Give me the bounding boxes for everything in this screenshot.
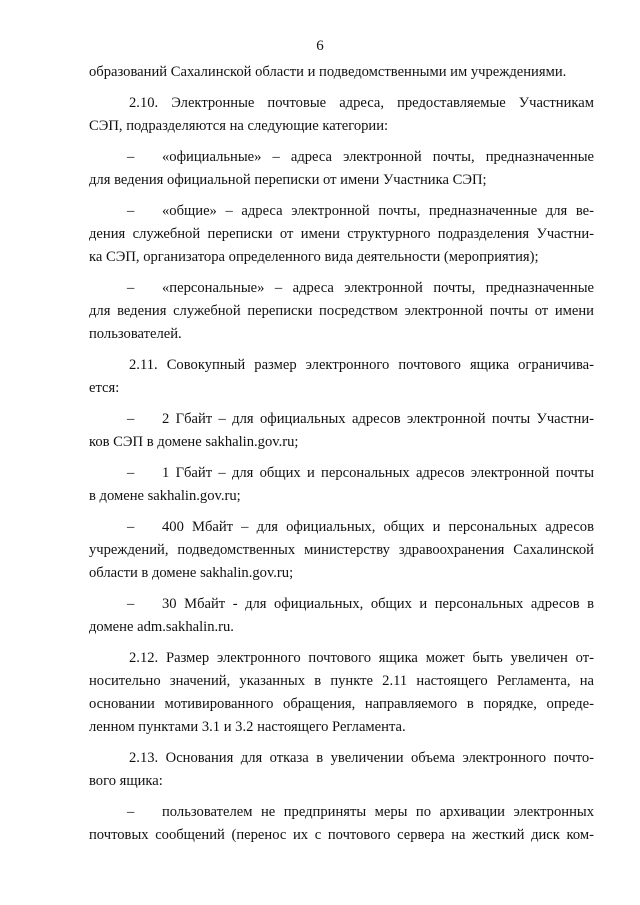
text-line: 2.12. Размер электронного почтового ящика может быть увеличен от- (129, 650, 594, 666)
list-dash: – (127, 149, 135, 165)
text-line: для ведения официальной переписки от имени Участника СЭП; (89, 172, 487, 188)
text-line: пользователей. (89, 326, 182, 342)
text-line: 2.11. Совокупный размер электронного почтового ящика ограничива- (129, 357, 594, 373)
text-line (89, 277, 594, 300)
document-body (89, 61, 594, 847)
list-dash: – (127, 203, 135, 219)
paragraph-gap (89, 192, 594, 200)
list-item (89, 462, 594, 508)
paragraph-gap (89, 585, 594, 593)
list-item (89, 277, 594, 346)
list-dash: – (127, 411, 135, 427)
line-text: пользователем не предприняты меры по архивации электронных (162, 804, 594, 820)
list-dash: – (127, 519, 135, 535)
line-text: 1 Гбайт – для общих и персональных адресов электронной почты (162, 465, 594, 481)
paragraph-gap (89, 400, 594, 408)
paragraph-gap (89, 454, 594, 462)
text-line: для ведения служебной переписки посредством электронной почты от имени (89, 303, 594, 319)
list-dash: – (127, 804, 135, 820)
text-line: учреждений, подведомственных министерству здравоохранения Сахалинской (89, 542, 594, 558)
text-line: дения служебной переписки от имени структурного подразделения Участни- (89, 226, 594, 242)
paragraph (89, 747, 594, 793)
text-line (89, 146, 594, 169)
text-line (89, 408, 594, 431)
text-line: 2.10. Электронные почтовые адреса, предоставляемые Участникам (129, 95, 594, 111)
text-line: ков СЭП в домене sakhalin.gov.ru; (89, 434, 299, 450)
text-line (89, 200, 594, 223)
paragraph-gap (89, 739, 594, 747)
list-dash: – (127, 596, 135, 612)
paragraph-gap (89, 508, 594, 516)
text-line (89, 462, 594, 485)
text-line (89, 593, 594, 616)
line-text: 30 Мбайт - для официальных, общих и персональных адресов в (162, 596, 594, 612)
text-line: СЭП, подразделяются на следующие категории: (89, 118, 389, 134)
text-line: области в домене sakhalin.gov.ru; (89, 565, 294, 581)
paragraph-gap (89, 138, 594, 146)
paragraph (89, 61, 594, 84)
text-line: ется: (89, 380, 120, 396)
text-line: основании мотивированного обращения, направляемого в порядке, опреде- (89, 696, 594, 712)
list-item (89, 801, 594, 847)
text-line: ленном пунктами 3.1 и 3.2 настоящего Регламента. (89, 719, 406, 735)
text-line: ка СЭП, организатора определенного вида деятельности (мероприятия); (89, 249, 539, 265)
text-line: домене adm.sakhalin.ru. (89, 619, 234, 635)
text-line: в домене sakhalin.gov.ru; (89, 488, 241, 504)
line-text: «персональные» – адреса электронной почты, предназначенные (162, 280, 594, 296)
line-text: «официальные» – адреса электронной почты, предназначенные (162, 149, 594, 165)
text-line: вого ящика: (89, 773, 163, 789)
paragraph-gap (89, 639, 594, 647)
text-line: образований Сахалинской области и подведомственными им учреждениями. (89, 64, 567, 80)
text-line (89, 516, 594, 539)
text-line (89, 801, 594, 824)
list-dash: – (127, 465, 135, 481)
page-number: 6 (316, 38, 324, 54)
line-text: «общие» – адреса электронной почты, предназначенные для ве- (162, 203, 594, 219)
list-item (89, 146, 594, 192)
paragraph (89, 354, 594, 400)
list-item (89, 593, 594, 639)
paragraph-gap (89, 346, 594, 354)
line-text: 2 Гбайт – для официальных адресов электронной почты Участни- (162, 411, 594, 427)
text-line: почтовых сообщений (перенос их с почтового сервера на жесткий диск ком- (89, 827, 594, 843)
list-dash: – (127, 280, 135, 296)
text-line: носительно значений, указанных в пункте 2.11 настоящего Регламента, на (89, 673, 594, 689)
paragraph-gap (89, 793, 594, 801)
list-item (89, 408, 594, 454)
list-item (89, 200, 594, 269)
paragraph-gap (89, 269, 594, 277)
paragraph (89, 92, 594, 138)
line-text: 400 Мбайт – для официальных, общих и персональных адресов (162, 519, 594, 535)
text-line: 2.13. Основания для отказа в увеличении объема электронного почто- (129, 750, 594, 766)
list-item (89, 516, 594, 585)
paragraph (89, 647, 594, 739)
paragraph-gap (89, 84, 594, 92)
